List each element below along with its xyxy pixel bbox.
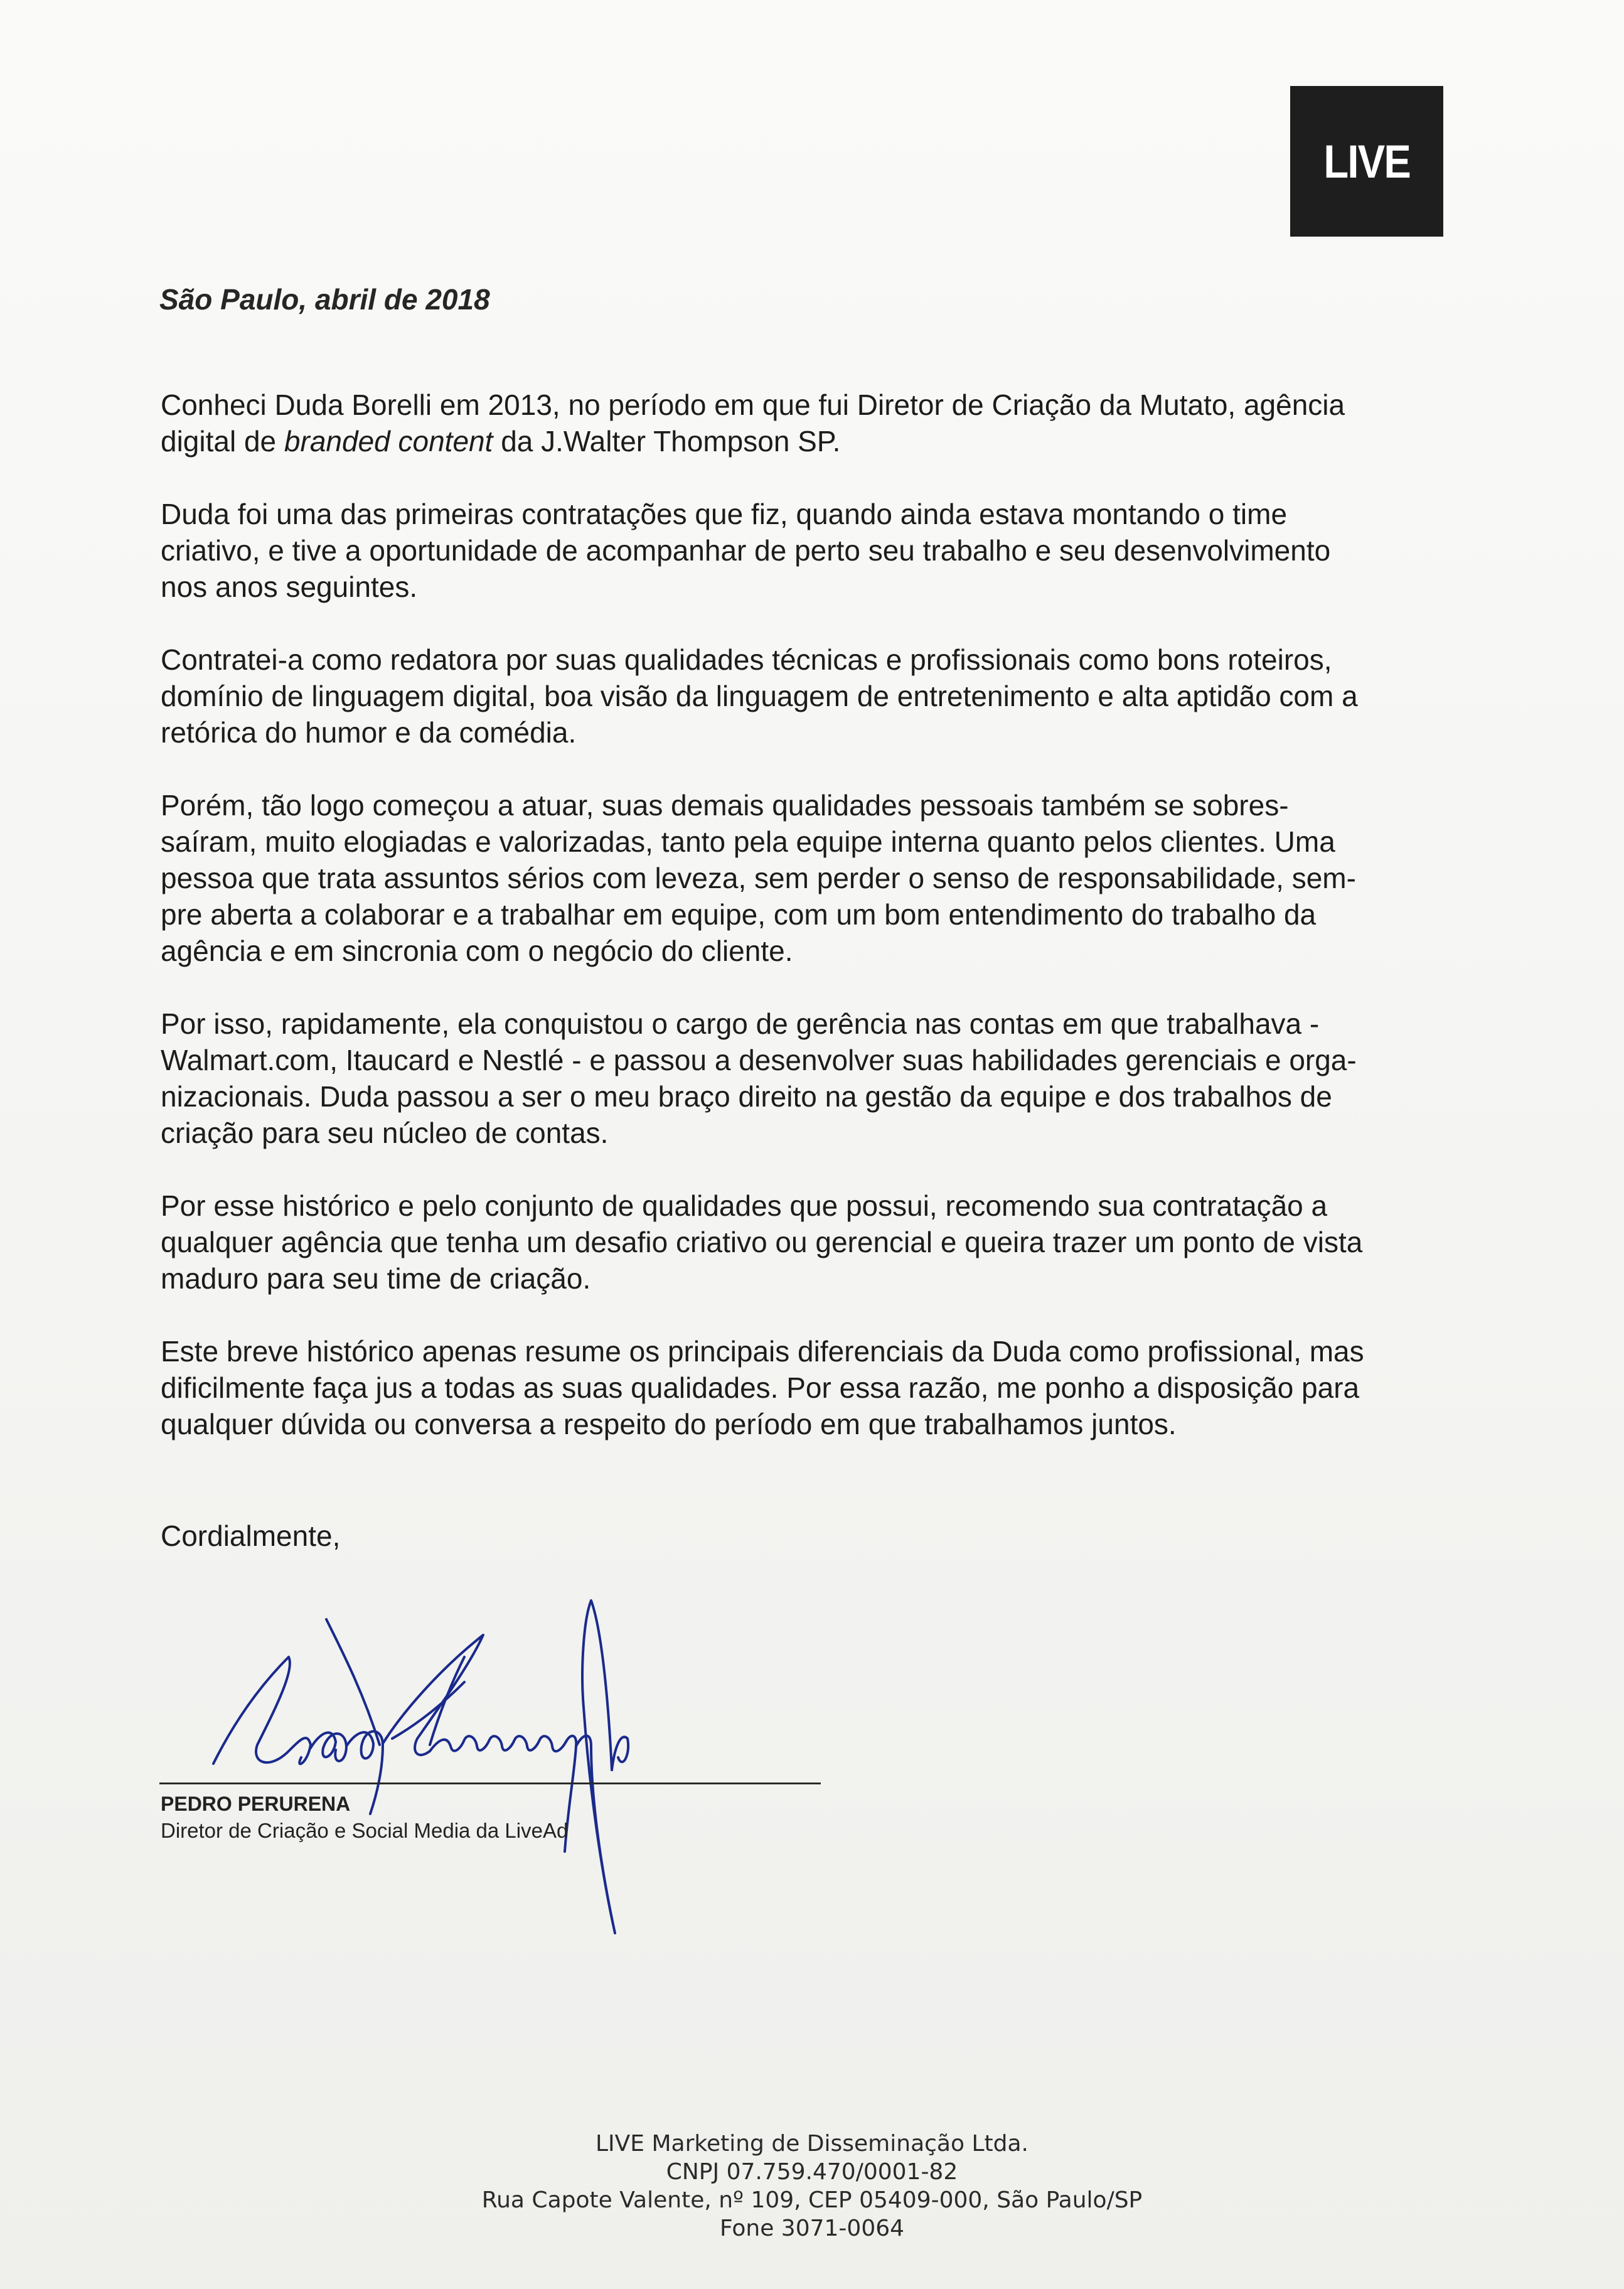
letter-closing: Cordialmente,	[161, 1520, 341, 1552]
paragraph-line: retórica do humor e da comédia.	[161, 716, 577, 749]
signer-role: Diretor de Criação e Social Media da LiveAd	[161, 1819, 569, 1842]
company-footer	[0, 2130, 1624, 2243]
footer-cnpj: CNPJ 07.759.470/0001-82	[666, 2159, 958, 2185]
logo-text: LIVE	[1323, 135, 1410, 188]
letter-paragraph	[161, 1333, 1453, 1442]
paragraph-line: Walmart.com, Itaucard e Nestlé - e passou a desenvolver suas habilidades gerenciais e orga-	[161, 1044, 1357, 1076]
letter-paragraph	[161, 1005, 1453, 1151]
paragraph-line: dificilmente faça jus a todas as suas qualidades. Por essa razão, me ponho a disposição para	[161, 1371, 1360, 1404]
paragraph-line: Porém, tão logo começou a atuar, suas demais qualidades pessoais também se sobres-	[161, 789, 1289, 822]
signer-name: PEDRO PERURENA	[161, 1793, 351, 1815]
paragraph-line: maduro para seu time de criação.	[161, 1262, 591, 1295]
footer-address: Rua Capote Valente, nº 109, CEP 05409-000, São Paulo/SP	[481, 2187, 1143, 2213]
paragraph-line: Contratei-a como redatora por suas qualidades técnicas e profissionais como bons roteiros,	[161, 643, 1332, 676]
paragraph-line: Este breve histórico apenas resume os principais diferenciais da Duda como profissional, mas	[161, 1335, 1364, 1368]
paragraph-line: nos anos seguintes.	[161, 571, 418, 603]
paragraph-line: Por isso, rapidamente, ela conquistou o cargo de gerência nas contas em que trabalhava -	[161, 1007, 1320, 1040]
signature-line	[159, 1782, 821, 1784]
paragraph-line: qualquer agência que tenha um desafio criativo ou gerencial e queira trazer um ponto de vista	[161, 1226, 1363, 1258]
paragraph-line: domínio de linguagem digital, boa visão da linguagem de entretenimento e alta aptidão com a	[161, 680, 1358, 712]
letter-paragraph	[161, 496, 1453, 605]
paragraph-line: Conheci Duda Borelli em 2013, no período em que fui Diretor de Criação da Mutato, agência	[161, 389, 1345, 421]
live-logo	[1290, 86, 1443, 237]
footer-company: LIVE Marketing de Disseminação Ltda.	[596, 2131, 1028, 2157]
paragraph-line: Por esse histórico e pelo conjunto de qualidades que possui, recomendo sua contratação a	[161, 1189, 1328, 1222]
paragraph-line: qualquer dúvida ou conversa a respeito do período em que trabalhamos juntos.	[161, 1408, 1177, 1440]
paragraph-line: nizacionais. Duda passou a ser o meu braço direito na gestão da equipe e dos trabalhos de	[161, 1080, 1332, 1113]
paragraph-line: digital de branded content da J.Walter Thompson SP.	[161, 425, 841, 458]
paragraph-line: saíram, muito elogiadas e valorizadas, tanto pela equipe interna quanto pelos clientes. Uma	[161, 825, 1335, 858]
paragraph-line: criação para seu núcleo de contas.	[161, 1117, 609, 1149]
paragraph-line: pessoa que trata assuntos sérios com leveza, sem perder o senso de responsabilidade, sem-	[161, 862, 1356, 894]
paragraph-line: criativo, e tive a oportunidade de acompanhar de perto seu trabalho e seu desenvolvimento	[161, 534, 1331, 567]
footer-phone: Fone 3071-0064	[719, 2216, 905, 2241]
letter-paragraph	[161, 1187, 1453, 1297]
letter-body	[161, 387, 1453, 1479]
paragraph-line: Duda foi uma das primeiras contratações que fiz, quando ainda estava montando o time	[161, 498, 1288, 530]
letter-paragraph	[161, 387, 1453, 459]
paragraph-line: pre aberta a colaborar e a trabalhar em equipe, com um bom entendimento do trabalho da	[161, 898, 1317, 931]
paragraph-line: agência e em sincronia com o negócio do cliente.	[161, 935, 793, 967]
letter-date: São Paulo, abril de 2018	[159, 283, 490, 316]
letter-paragraph	[161, 641, 1453, 751]
letter-paragraph	[161, 787, 1453, 969]
